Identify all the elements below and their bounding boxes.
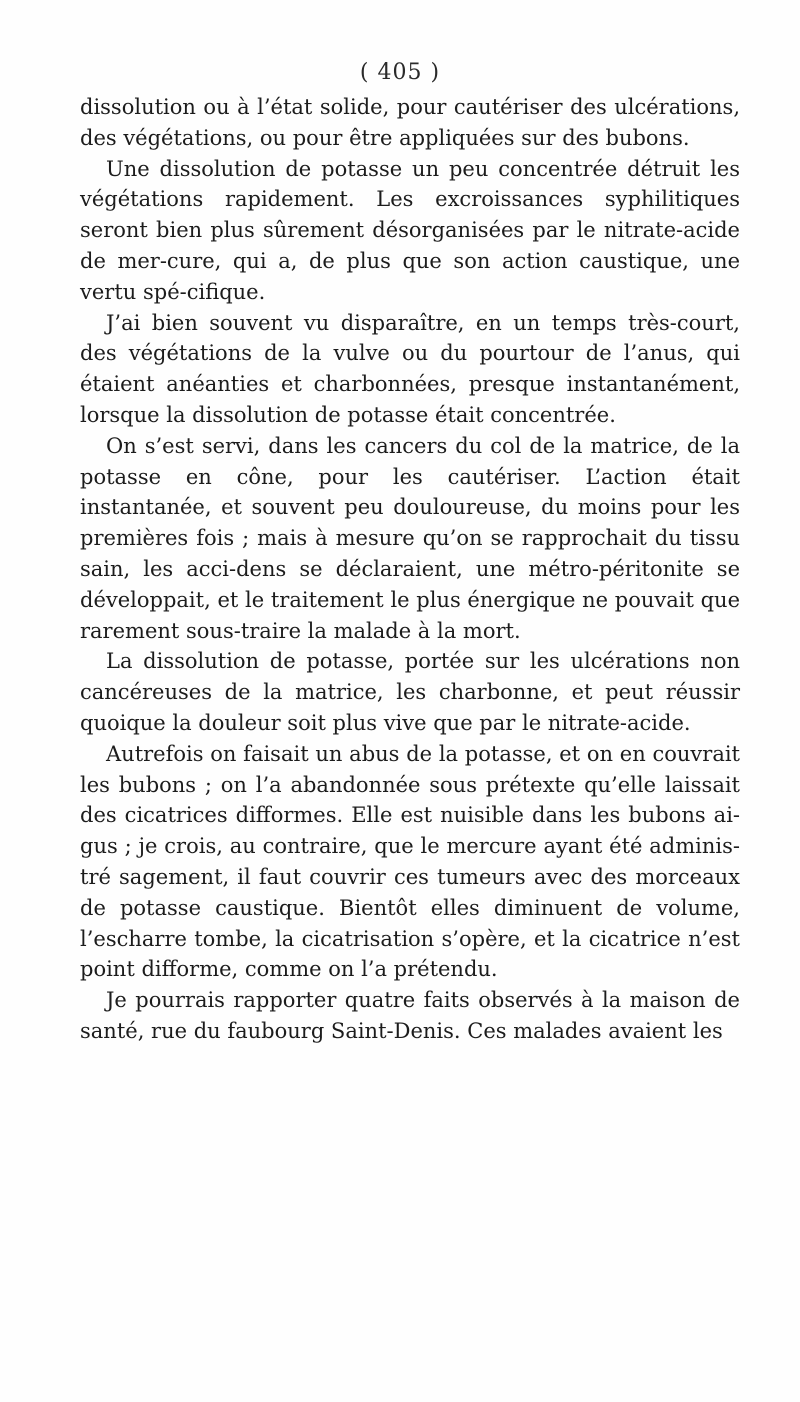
paragraph-3: J’ai bien souvent vu disparaître, en un temps très-court, des végétations de la vulve ou du pourtour de l’anus, qui étaient anéanties et charbonnées, presque instantanément, lorsque la dissolution de potasse était concentrée.: [80, 310, 740, 427]
paragraph-7: Je pourrais rapporter quatre faits observés à la maison de santé, rue du faubourg Saint-Denis. Ces malades avaient les: [80, 988, 740, 1043]
paragraph-4: On s’est servi, dans les cancers du col de la matrice, de la potasse en cône, pour les cautériser. L’action était instantanée, et souvent peu douloureuse, du moins pour les premières fois ; mais à mesure qu’on se rapprochait du tissu sain, les acci-dens se déclaraient, une métro-péritonite se développait, et le traitement le plus énergique ne pouvait que rarement sous-traire la malade à la mort.: [80, 433, 740, 643]
paragraph-5: La dissolution de potasse, portée sur les ulcérations non cancéreuses de la matrice, les charbonne, et peut réussir quoique la douleur soit plus vive que par le nitrate-acide.: [80, 649, 740, 735]
body-text: [80, 92, 740, 1047]
paragraph-6: Autrefois on faisait un abus de la potasse, et on en couvrait les bubons ; on l’a abandonnée sous prétexte qu’elle laissait des cicatrices difformes. Elle est nuisible dans les bubons ai-gus ; je crois, au contraire, que le mercure ayant été adminis-tré sagement, il faut couvrir ces tumeurs avec des morceaux de potasse caustique. Bientôt elles diminuent de volume, l’escharre tombe, la cicatrisation s’opère, et la cicatrice n’est point difforme, comme on l’a prétendu.: [80, 741, 740, 982]
paragraph-1: dissolution ou à l’état solide, pour cautériser des ulcérations, des végétations, ou pour être appliquées sur des bubons.: [80, 95, 740, 150]
paragraph-2: Une dissolution de potasse un peu concentrée détruit les végétations rapidement. Les excroissances syphilitiques seront bien plus sûrement désorganisées par le nitrate-acide de mer-cure, qui a, de plus que son action caustique, une vertu spé-cifique.: [80, 156, 740, 304]
page-number: ( 405 ): [359, 60, 441, 85]
